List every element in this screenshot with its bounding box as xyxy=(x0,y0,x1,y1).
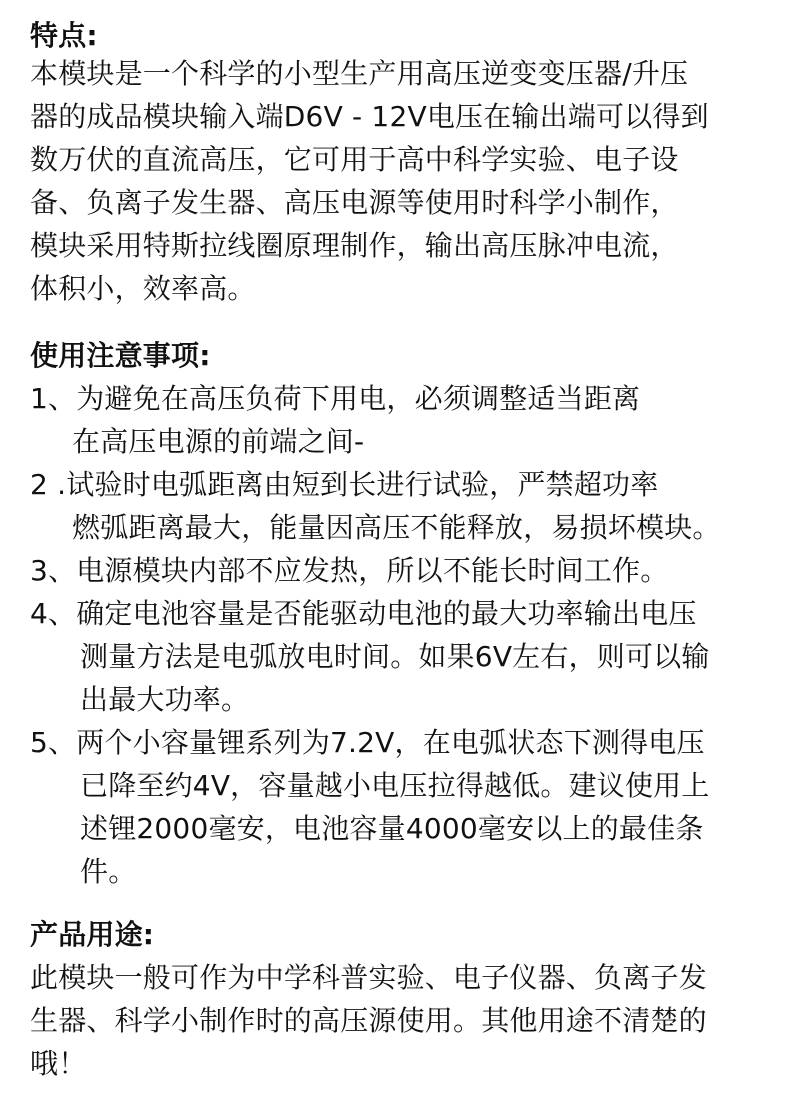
precaution-2-line-1: 2 .试验时电弧距离由短到长进行试验，严禁超功率 xyxy=(30,468,659,501)
features-line-5: 模块采用特斯拉线圈原理制作，输出高压脉冲电流， xyxy=(30,229,679,262)
precaution-1-line-1: 1、为避免在高压负荷下用电，必须调整适当距离 xyxy=(30,382,641,415)
features-heading: 特点: xyxy=(30,19,98,52)
features-line-6: 体积小，效率高。 xyxy=(30,272,256,305)
usage-heading: 产品用途: xyxy=(30,918,155,951)
precaution-3-line-1: 3、电源模块内部不应发热，所以不能长时间工作。 xyxy=(30,554,669,587)
features-line-1: 本模块是一个科学的小型生产用高压逆变变压器/升压 xyxy=(30,57,689,90)
precaution-4-line-3: 出最大功率。 xyxy=(80,683,250,716)
features-line-2: 器的成品模块输入端D6V - 12V电压在输出端可以得到 xyxy=(30,100,709,133)
precaution-4-line-2: 测量方法是电弧放电时间。如果6V左右，则可以输 xyxy=(80,640,710,673)
usage-line-1: 此模块一般可作为中学科普实验、电子仪器、负离子发 xyxy=(30,961,707,994)
precaution-5-line-4: 件。 xyxy=(80,855,137,888)
features-line-3: 数万伏的直流高压，它可用于高中科学实验、电子设 xyxy=(30,143,679,176)
precaution-5-line-3: 述锂2000毫安，电池容量4000毫安以上的最佳条 xyxy=(80,812,704,845)
precaution-2-line-2: 燃弧距离最大，能量因高压不能释放，易损坏模块。 xyxy=(72,511,721,544)
precaution-5-line-2: 已降至约4V，容量越小电压拉得越低。建议使用上 xyxy=(80,769,710,802)
precautions-heading: 使用注意事项: xyxy=(30,339,211,372)
features-line-4: 备、负离子发生器、高压电源等使用时科学小制作， xyxy=(30,186,679,219)
usage-line-2: 生器、科学小制作时的高压源使用。其他用途不清楚的 xyxy=(30,1004,707,1037)
precaution-5-line-1: 5、两个小容量锂系列为7.2V，在电弧状态下测得电压 xyxy=(30,726,705,759)
usage-line-3: 哦！ xyxy=(30,1047,87,1080)
precaution-1-line-2: 在高压电源的前端之间- xyxy=(72,425,365,458)
precaution-4-line-1: 4、确定电池容量是否能驱动电池的最大功率输出电压 xyxy=(30,597,697,630)
